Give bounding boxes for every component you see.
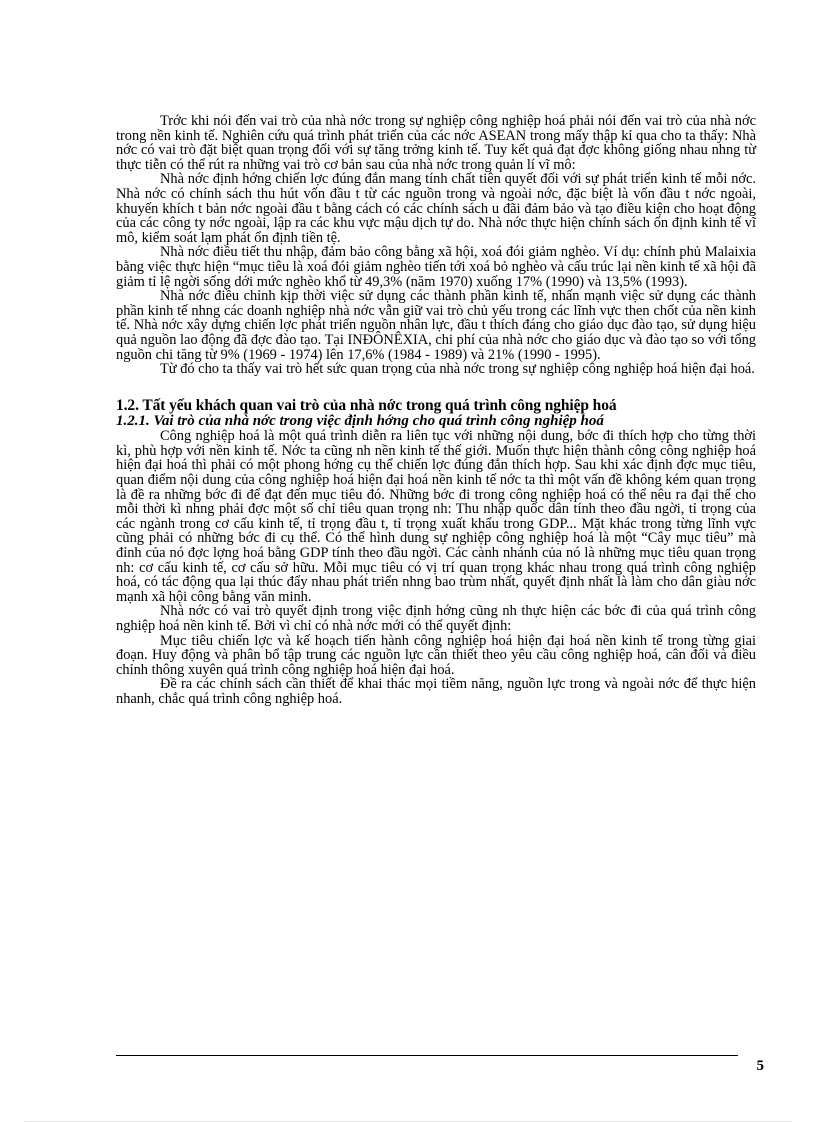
intro-paragraph: Nhà nớc định hớng chiến lợc đúng đắn mang tính chất tiên quyết đối với sự phát triển kinh tế mỗi nớc. Nhà nớc có chính sách thu hút vốn đầu t từ các nguồn trong và ngoài nớc, đặc biệt là vốn đầu t nớc ngoài, khuyến khích t bản nớc ngoài đầu t bằng cách có các chính sách u đãi đảm bảo và tạo điều kiện cho hoạt động của các công ty nớc ngoài, lập ra các khu vực mậu dịch tự do. Nhà nớc thực hiện chính sách ổn định kinh tế vĩ mô, kiểm soát lạm phát ổn định tiền tệ. [116,171,756,246]
intro-paragraph: Nhà nớc điều chỉnh kịp thời việc sử dụng các thành phần kinh tế, nhấn mạnh việc sử dụng các thành phần kinh tế nhng các doanh nghiệp nhà nớc vẫn giữ vai trò chủ yếu trong các lĩnh vực then chốt của nền kinh tế. Nhà nớc xây dựng chiến lợc phát triển nguồn nhân lực, đầu t thích đáng cho giáo dục đào tạo, sử dụng hiệu quả nguồn lao động đã đợc đào tạo. Tại INĐÔNÊXIA, chi phí của nhà nớc cho giáo dục và đào tạo so với tổng nguồn chi tăng từ 9% (1969 - 1974) lên 17,6% (1984 - 1989) và 21% (1990 - 1995). [116,288,756,363]
subsection-heading: 1.2.1. Vai trò của nhà nớc trong việc định hớng cho quá trình công nghiệp hoá [116,412,604,429]
section-paragraph: Mục tiêu chiến lợc và kế hoạch tiến hành công nghiệp hoá hiện đại hoá nền kinh tế trong từng giai đoạn. Huy động và phân bổ tập trung các nguồn lực cần thiết theo yêu cầu công nghiệp hoá, cân đối và điều chỉnh thông xuyên quá trình công nghiệp hoá hiện đại hoá. [116,632,756,678]
section-paragraph: Đề ra các chính sách cần thiết để khai thác mọi tiềm năng, nguồn lực trong và ngoài nớc để thực hiện nhanh, chắc quá trình công nghiệp hoá. [116,676,756,707]
footer-rule [116,1055,738,1056]
section-heading: 1.2. Tất yếu khách quan vai trò của nhà nớc trong quá trình công nghiệp hoá [116,396,617,414]
page-number: 5 [756,1058,764,1074]
intro-paragraph: Nhà nớc điều tiết thu nhập, đảm bảo công bằng xã hội, xoá đói giảm nghèo. Ví dụ: chính phủ Malaixia bằng việc thực hiện “mục tiêu là xoá đói giảm nghèo tiến tới xoá bỏ nghèo và cấu trúc lại nền kinh tế xã hội đã giảm tỉ lệ ngời sống dới mức nghèo khổ từ 49,3% (năm 1970) xuống 17% (1990) và 13,5% (1993). [116,244,756,290]
section-paragraph: Công nghiệp hoá là một quá trình diễn ra liên tục với những nội dung, bớc đi thích hợp cho từng thời kì, phù hợp với nền kinh tế. Nớc ta cũng nh nền kinh tế thế giới. Muốn thực hiện thành công công nghiệp hoá hiện đại hoá thì phải có một phong hớng cụ thể chiến lợc đúng đắn thích hợp. Sau khi xác định đợc mục tiêu, quan điểm nội dung của công nghiệp hoá hiện đại hoá nền kinh tế nớc ta thì một vấn đề không kém quan trọng là đề ra những bớc đi để đạt đến mục tiêu đó. Những bớc đi trong công nghiệp hoá có thể nêu ra đại thể cho mỗi thời kì nhng phải đợc một số chỉ tiêu quan trọng nh: Thu nhập quốc dân tính theo đầu ngời, tỉ trọng của các ngành trong cơ cấu kinh tế, tỉ trọng đầu t, tỉ trọng xuất khẩu trong GDP... Mặt khác trong từng lĩnh vực cũng phải có những bớc đi cụ thể. Có thể hình dung sự nghiệp công nghiệp hoá là một “Cây mục tiêu” mà đỉnh của nó đợc lợng hoá bằng GDP tính theo đầu ngời. Các cành nhánh của nó là những mục tiêu quan trọng nh: cơ cấu kinh tế, cơ cấu sở hữu. Mỗi mục tiêu có vị trí quan trọng khác nhau trong quá trình công nghiệp hoá, có tác động qua lại thúc đẩy nhau phát triển nhng bao trùm nhất, quyết định nhất là làm cho dân giàu nớc mạnh xã hội công bằng văn minh. [116,428,756,605]
page-bottom-border [24,1121,792,1122]
intro-paragraph: Từ đó cho ta thấy vai trò hết sức quan trọng của nhà nớc trong sự nghiệp công nghiệp hoá hiện đại hoá. [160,361,755,378]
section-spacer [116,377,756,397]
intro-paragraph: Trớc khi nói đến vai trò của nhà nớc trong sự nghiệp công nghiệp hoá phải nói đến vai trò của nhà nớc trong nền kinh tế. Nghiên cứu quá trình phát triển của các nớc ASEAN trong mấy thập kỉ qua cho ta thấy: Nhà nớc có vai trò đặt biệt quan trọng đối với sự tăng trởng kinh tế. Tuy kết quả đạt đợc không giống nhau nhng từ thực tiễn có thể rút ra những vai trò cơ bản sau của nhà nớc trong quản lí vĩ mô: [116,113,756,173]
section-paragraph: Nhà nớc có vai trò quyết định trong việc định hớng cũng nh thực hiện các bớc đi của quá trình công nghiệp hoá nền kinh tế. Bởi vì chỉ có nhà nớc mới có thể quyết định: [116,603,756,634]
body-text [116,114,756,707]
